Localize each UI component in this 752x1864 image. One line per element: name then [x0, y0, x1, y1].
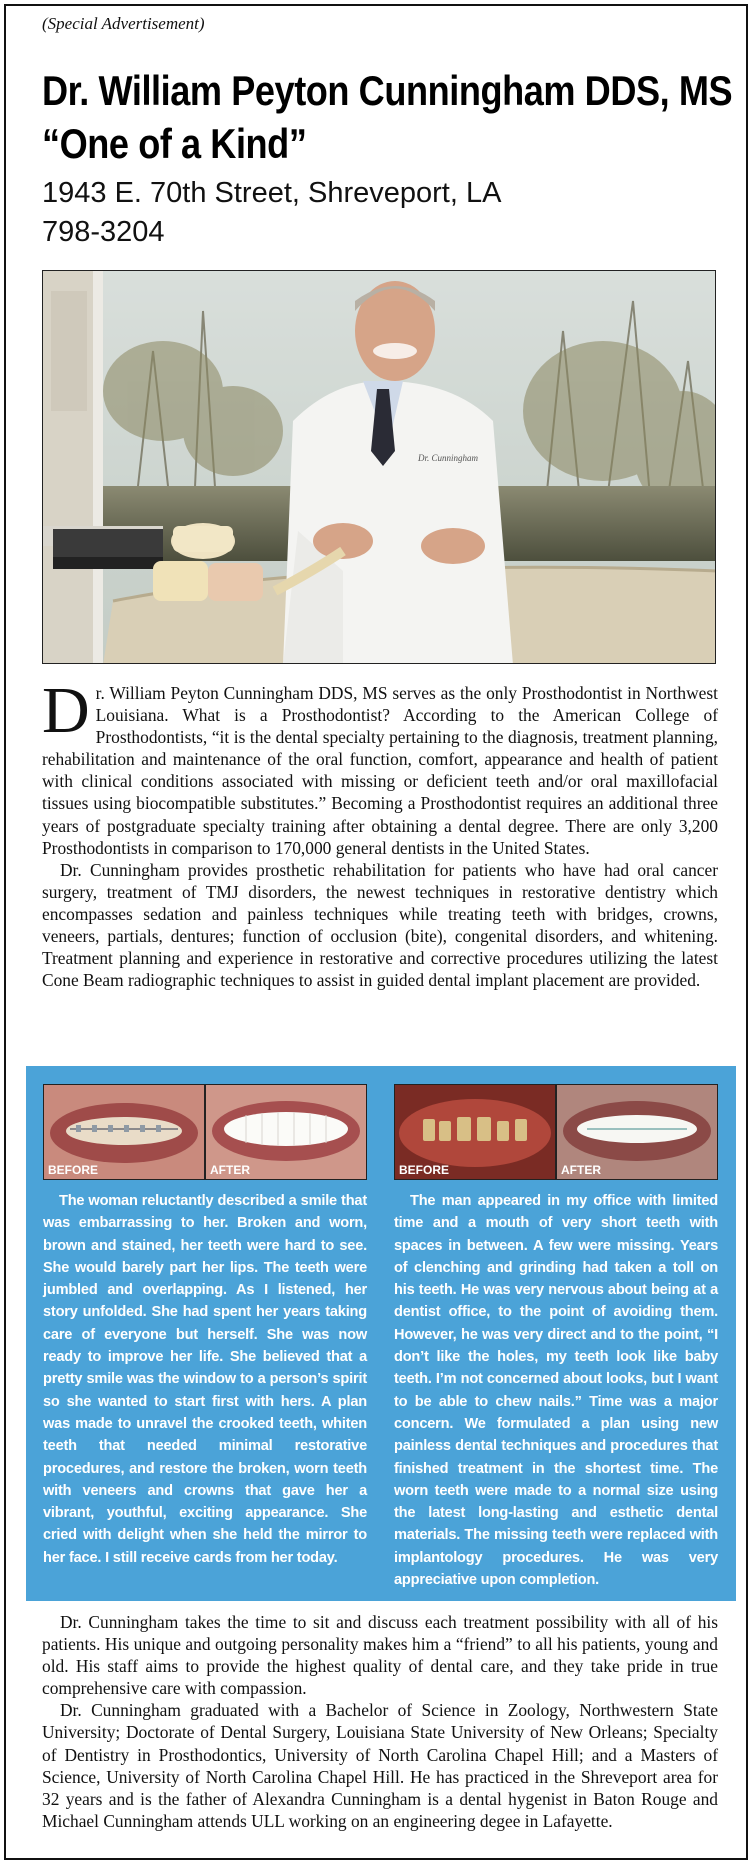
intro-paragraph-2: Dr. Cunningham provides prosthetic rehabilitation for patients who have had oral cancer surgery, treatment of TMJ disorders, the newest techniques in restorative dentistry which encompasses sedation and painless techniques while treating teeth with bridges, crowns, veneers, partials, dentures; function of occlusion (bite), congenital disorders, and whitening. Treatment planning and experience in restorative and corrective procedures utilizing the latest Cone Beam radiographic techniques to assist in guided dental implant placement are provided. — [42, 859, 718, 991]
before-photo-right — [395, 1085, 555, 1179]
before-photo-left — [44, 1085, 204, 1179]
case-studies-box — [26, 1066, 736, 1601]
doctor-photo — [42, 270, 716, 664]
before-label-right: BEFORE — [399, 1163, 450, 1177]
street-address: 1943 E. 70th Street, Shreveport, LA — [42, 177, 502, 209]
after-photo-left — [206, 1085, 366, 1179]
address-block — [42, 174, 501, 252]
case-study-right — [394, 1084, 722, 1591]
headline — [42, 64, 733, 170]
drop-cap: D — [42, 674, 90, 747]
coat-embroidery: Dr. Cunningham — [418, 453, 479, 463]
before-after-photos-right — [394, 1084, 718, 1180]
closing-paragraph-2: Dr. Cunningham graduated with a Bachelor of Science in Zoology, Northwestern State University; Doctorate of Dental Surgery, Louisiana State University of New Orleans; Specialty of Dentistry in Prosthodontics, University of North Carolina Chapel Hill; and a Masters of Science, University of North Carolina Chapel Hill. He has practiced in the Shreveport area for 32 years and is the father of Alexandra Cunningham is a dental hygenist in Baton Rouge and Michael Cunningham attends ULL working on an engineering degee in Lafayette. — [42, 1700, 718, 1831]
after-label-right: AFTER — [561, 1163, 601, 1177]
intro-paragraph-1 — [42, 674, 718, 859]
intro-text — [42, 674, 718, 991]
case-story-left: The woman reluctantly described a smile that was embarrassing to her. Broken and worn, brown and stained, her teeth were hard to see. She would barely part her lips. The teeth were jumbled and overlapping. As I listened, her story unfolded. She had spent her years taking care of everyone but herself. She was now ready to improve her life. She believed that a pretty smile was the window to a person’s spirit so she wanted to start first with hers. A plan was made to unravel the crooked teeth, whiten teeth that needed minimal restorative procedures, and restore the broken, worn teeth with veneers and crowns that gave her a vibrant, youthful, exciting appearance. She cried with delight when she held the mirror to her face. I still receive cards from her today. — [43, 1193, 367, 1566]
headline-slogan: “One of a Kind” — [42, 120, 307, 167]
advertisement-page — [4, 4, 748, 1860]
after-photo-right — [557, 1085, 717, 1179]
headline-name: Dr. William Peyton Cunningham DDS, MS — [42, 67, 733, 114]
before-after-photos-left — [43, 1084, 367, 1180]
case-study-left — [43, 1084, 371, 1569]
before-label-left: BEFORE — [48, 1163, 99, 1177]
after-label-left: AFTER — [210, 1163, 250, 1177]
special-advertisement-tag: (Special Advertisement) — [42, 14, 205, 33]
closing-paragraph-1: Dr. Cunningham takes the time to sit and discuss each treatment possibility with all of his patients. His unique and outgoing personality makes him a “friend” to all his patients, young and old. His staff aims to provide the highest quality of dental care, and they take pride in true comprehensive care with compassion. — [42, 1612, 718, 1699]
intro-paragraph-1-text: r. William Peyton Cunningham DDS, MS serves as the only Prosthodontist in Northwest Louisiana. What is a Prosthodontist? According to the American College of Prosthodontists, “it is the dental specialty pertaining to the diagnosis, treatment planning, rehabilitation and maintenance of the oral function, comfort, appearance and health of patient with clinical conditions associated with missing or deficient teeth and/or oral maxillofacial tissues using biocompatible substitutes.” Becoming a Prosthodontist requires an additional three years of postgraduate specialty training after obtaining a dental degree. There are only 3,200 Prosthodontists in comparison to 170,000 general dentists in the United States. — [42, 683, 718, 858]
phone-number: 798-3204 — [42, 216, 165, 248]
closing-text — [42, 1611, 718, 1832]
doctor-photo-illustration — [43, 271, 716, 664]
case-story-right: The man appeared in my office with limited time and a mouth of very short teeth with spaces in between. A few were missing. Years of clenching and grinding had taken a toll on his teeth. He was very nervous about being at a dentist office, to the point of avoiding them. However, he was very direct and to the point, “I don’t like the holes, my teeth look like baby teeth. I’m not concerned about looks, but I want to be able to chew nails.” Time was a major concern. We formulated a plan using new painless dental techniques and procedures that finished treatment in the shortest time. The worn teeth were made to a normal size using the latest long-lasting and esthetic dental materials. The missing teeth were replaced with implantology procedures. He was very appreciative upon completion. — [394, 1193, 718, 1589]
